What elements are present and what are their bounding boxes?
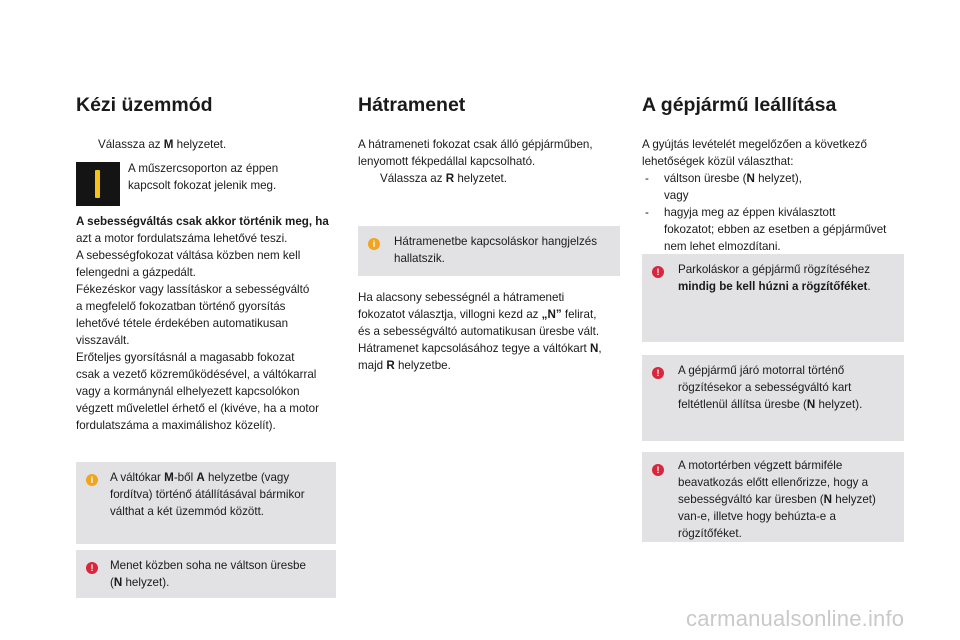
warning-box-parking-brake: ! Parkoláskor a gépjármű rögzítéséhez mindig be kell húzni a rögzítőféket.	[642, 254, 904, 342]
warning-icon: !	[86, 562, 98, 574]
info-icon: i	[368, 238, 380, 250]
warning-box-engine-bay: ! A motortérben végzett bármiféle beavatkozás előtt ellenőrizze, hogy a sebességváltó kar üresben (N helyzet) van-e, illetve hogy behúzta-e a rögzítőféket.	[642, 452, 904, 542]
gear-indicator-text: A műszercsoporton az éppen kapcsolt fokozat jelenik meg.	[128, 162, 279, 192]
watermark-text: carmanualsonline.info	[686, 606, 905, 631]
warning-icon: !	[652, 266, 664, 278]
info-box-reverse-beep: i Hátramenetbe kapcsoláskor hangjelzés hallatszik.	[358, 226, 620, 276]
title-kezi-uzemmod: Kézi üzemmód	[76, 94, 213, 116]
info-icon: i	[86, 474, 98, 486]
stopping-paragraph: A gyújtás levételét megelőzően a következő lehetőségek közül választhat: - váltson üresbe (N helyzet), vagy - hagyja meg az éppen kiválasztott fokozatot; ebben az esetben a gépjárművet nem lehet elmozdítani.	[642, 138, 887, 253]
gear-digit-icon	[95, 170, 100, 198]
warning-box-engine-running: ! A gépjármű járó motorral történő rögzítésekor a sebességváltó kart feltétlenül állítsa üresbe (N helyzet).	[642, 355, 904, 441]
warning-icon: !	[652, 464, 664, 476]
warning-box-neutral: ! Menet közben soha ne váltson üresbe (N helyzet).	[76, 550, 336, 598]
warning-icon: !	[652, 367, 664, 379]
reverse-paragraph-2: Ha alacsony sebességnél a hátrameneti fokozatot választja, villogni kezd az „N” felirat, és a sebességváltó automatikusan üresbe vált. Hátramenet kapcsolásához tegye a váltókart N, majd R helyzetbe.	[358, 291, 602, 372]
title-hatramenet: Hátramenet	[358, 94, 466, 116]
info-box-mode-switch: i A váltókar M-ből A helyzetbe (vagy fordítva) történő átállításával bármikor válthat a két üzemmód között.	[76, 462, 336, 544]
title-leallitas: A gépjármű leállítása	[642, 94, 837, 116]
gear-indicator-image	[76, 162, 120, 206]
step-select-m: Válassza az M helyzetet.	[98, 138, 227, 151]
reverse-paragraph-1: A hátrameneti fokozat csak álló gépjárműben, lenyomott fékpedállal kapcsolható. Válassza az R helyzetet.	[358, 138, 593, 185]
shifting-paragraph: A sebességváltás csak akkor történik meg, ha azt a motor fordulatszáma lehetővé teszi. A sebességfokozat váltása közben nem kell felengedni a gázpedált. Fékezéskor vagy lassításkor a sebességváltó a megfelelő fokozatban történő gyorsítás lehetővé tétele érdekében automatikusan visszavált. Erőteljes gyorsításnál a magasabb fokozat csak a vezető közreműködésével, a váltókarral vagy a kormánynál elhelyezett kapcsolókon végzett műveletlel érhető el (kivéve, ha a motor fordulatszáma a maximálishoz közelít).	[76, 215, 329, 432]
